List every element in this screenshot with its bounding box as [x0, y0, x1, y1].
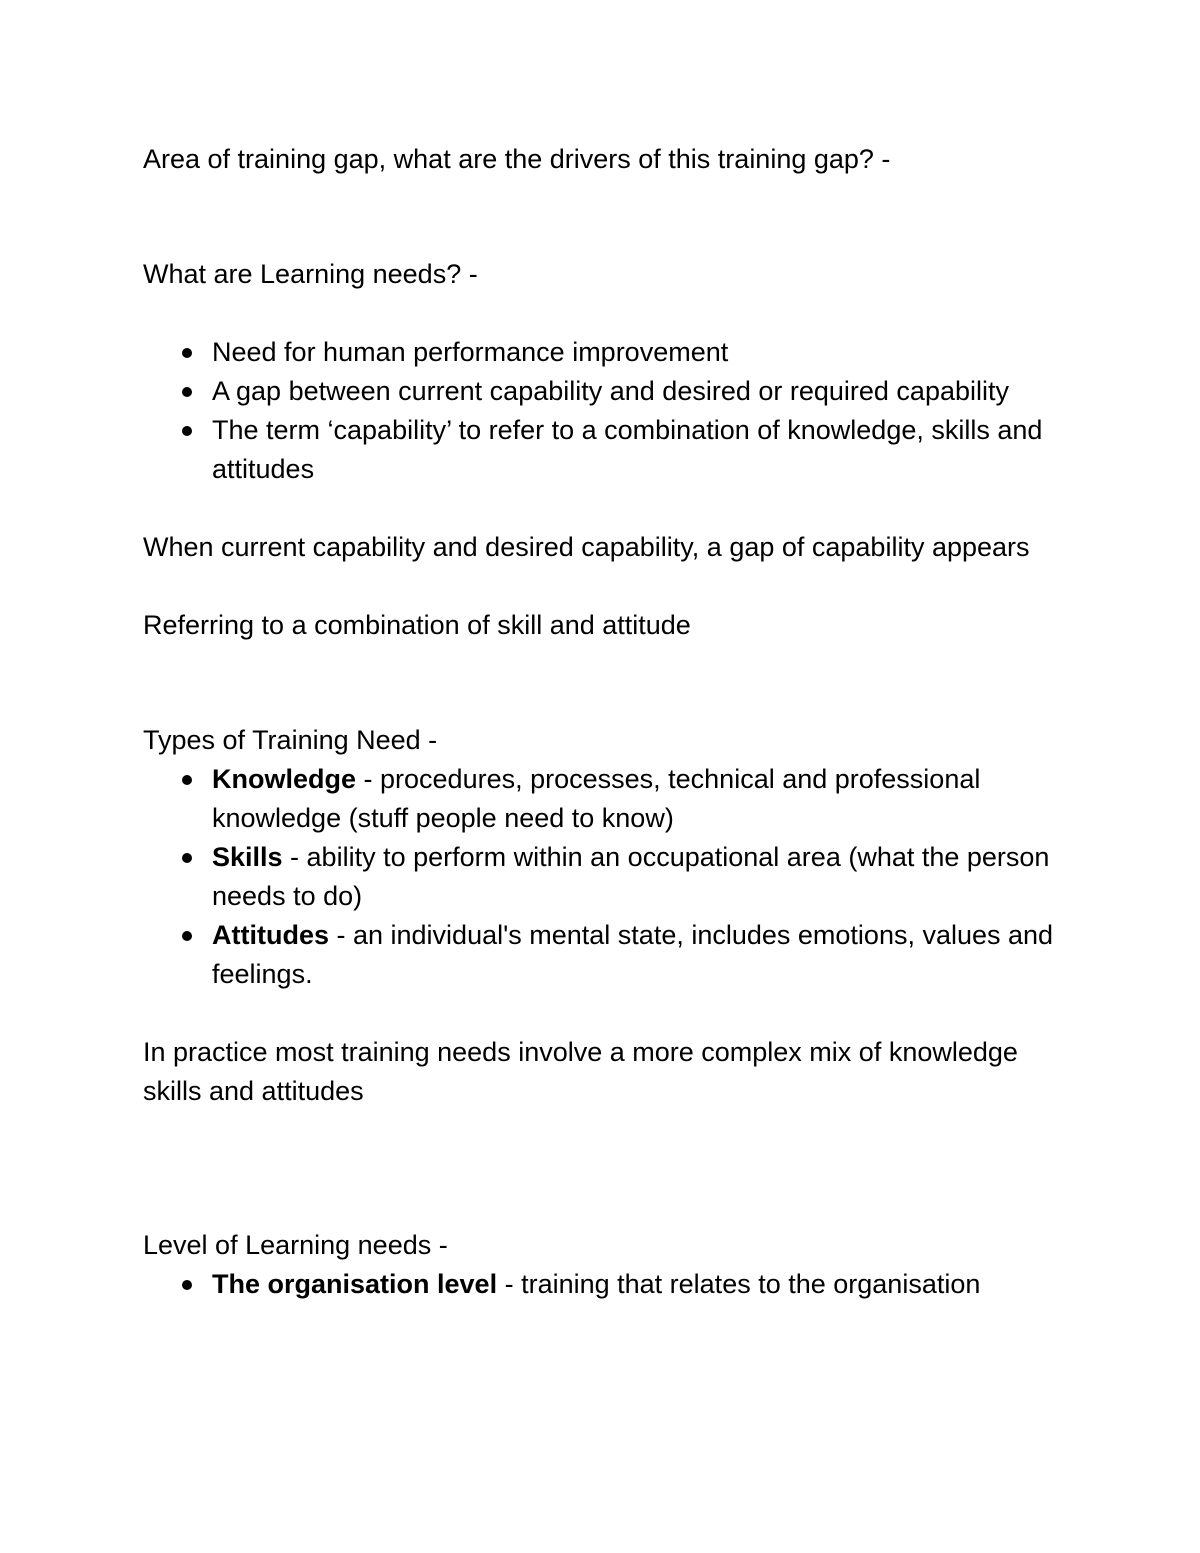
list-item	[143, 916, 1073, 994]
learning-needs-list	[143, 333, 1073, 489]
list-item	[143, 1265, 1073, 1304]
term-description: - training that relates to the organisation	[497, 1269, 981, 1299]
bullet-icon	[182, 775, 192, 785]
bullet-icon	[182, 1280, 192, 1290]
list-item-text: A gap between current capability and desired or required capability	[212, 376, 1009, 406]
bullet-icon	[182, 348, 192, 358]
list-item	[143, 372, 1073, 411]
term-skills: Skills	[212, 842, 283, 872]
paragraph-gap-appears: When current capability and desired capability, a gap of capability appears	[143, 532, 1030, 562]
term-attitudes: Attitudes	[212, 920, 329, 950]
paragraph-referring: Referring to a combination of skill and attitude	[143, 610, 691, 640]
paragraph-in-practice: In practice most training needs involve a more complex mix of knowledge skills and attitudes	[143, 1037, 1018, 1106]
spacer	[143, 1111, 1073, 1226]
learning-levels-list	[143, 1265, 1073, 1304]
bullet-icon	[182, 387, 192, 397]
list-item-text: Need for human performance improvement	[212, 337, 729, 367]
term-description: - ability to perform within an occupational area (what the person needs to do)	[212, 842, 1050, 911]
spacer	[143, 294, 1073, 333]
term-organisation-level: The organisation level	[212, 1269, 498, 1299]
spacer	[143, 994, 1073, 1033]
list-item	[143, 411, 1073, 489]
spacer	[143, 567, 1073, 606]
term-description: - an individual's mental state, includes emotions, values and feelings.	[212, 920, 1054, 989]
training-types-list	[143, 760, 1073, 994]
list-item	[143, 760, 1073, 838]
question-learning-needs: What are Learning needs? -	[143, 259, 478, 289]
heading-level-of-learning-needs: Level of Learning needs -	[143, 1230, 448, 1260]
spacer	[143, 489, 1073, 528]
bullet-icon	[182, 426, 192, 436]
spacer	[143, 179, 1073, 255]
list-item	[143, 838, 1073, 916]
term-description: - procedures, processes, technical and professional knowledge (stuff people need to know)	[212, 764, 981, 833]
list-item	[143, 333, 1073, 372]
bullet-icon	[182, 931, 192, 941]
document-page	[143, 140, 1073, 1304]
heading-types-of-training-need: Types of Training Need -	[143, 725, 438, 755]
term-knowledge: Knowledge	[212, 764, 357, 794]
spacer	[143, 645, 1073, 721]
bullet-icon	[182, 853, 192, 863]
list-item-text: The term ‘capability’ to refer to a combination of knowledge, skills and attitudes	[212, 415, 1043, 484]
question-training-gap: Area of training gap, what are the drivers of this training gap? -	[143, 144, 891, 174]
